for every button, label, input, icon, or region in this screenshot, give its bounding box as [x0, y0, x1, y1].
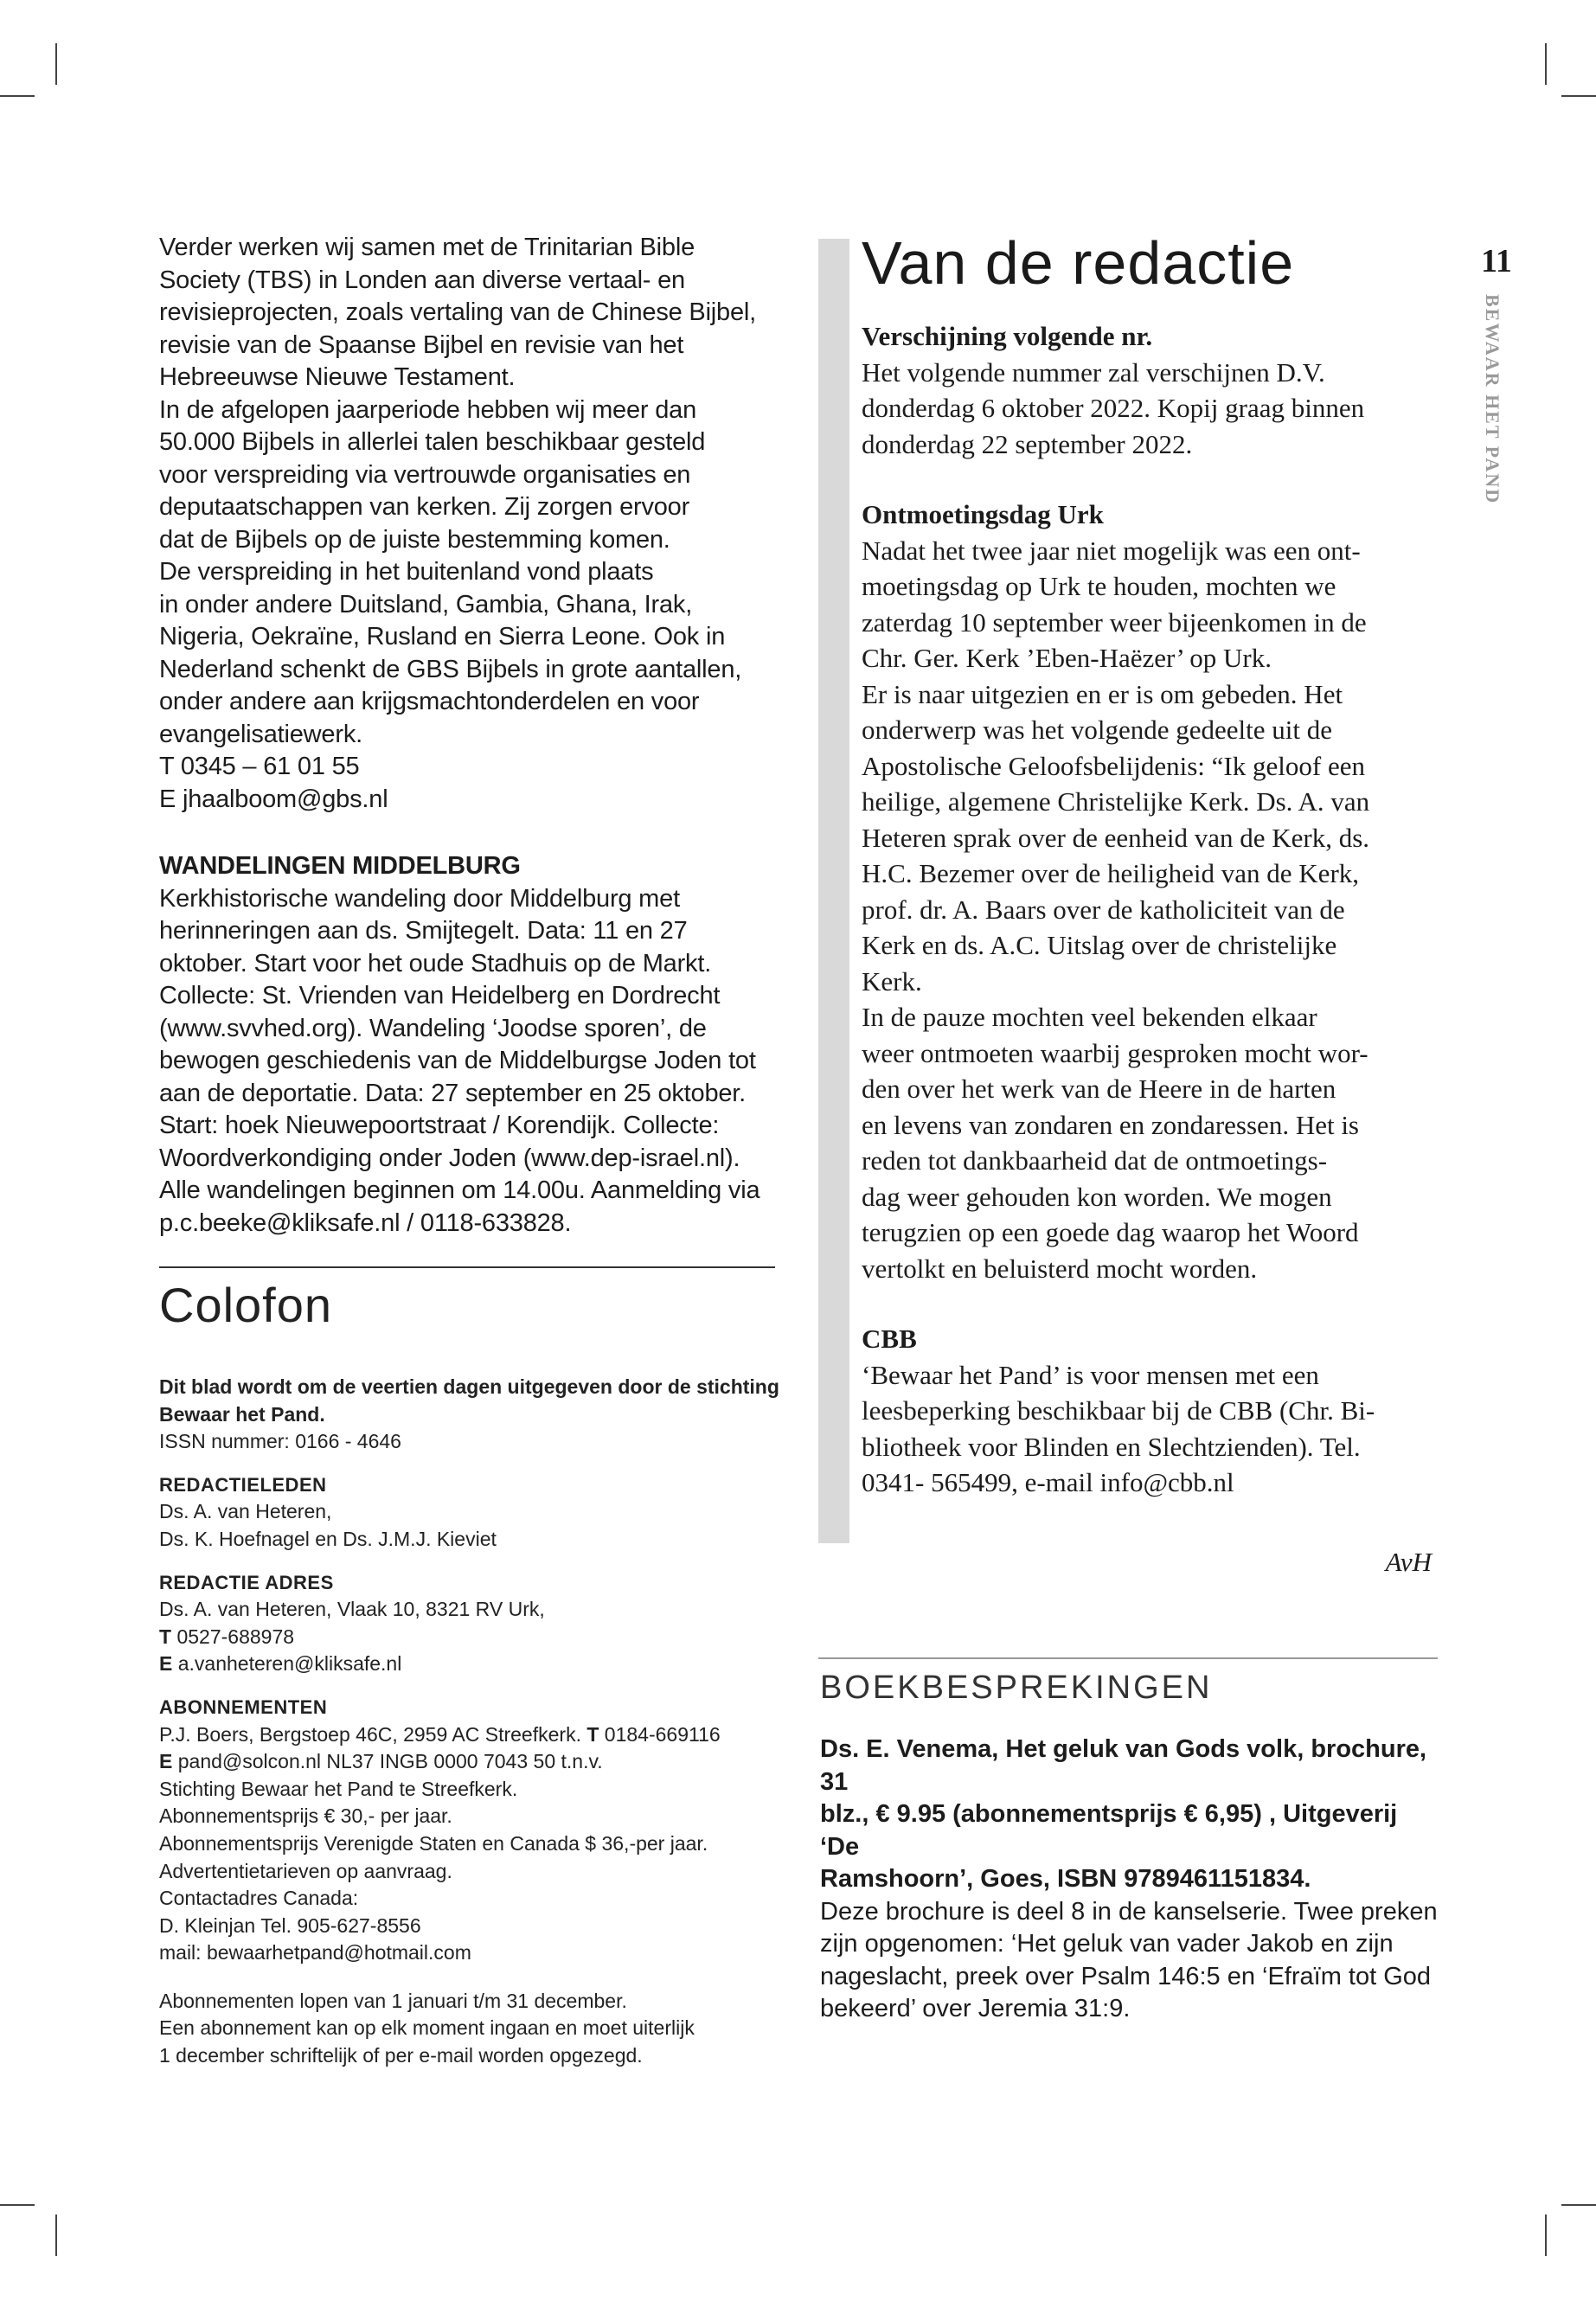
text-line [159, 1721, 782, 1749]
email: a.vanheteren@kliksafe.nl [172, 1652, 402, 1676]
text-line: onderwerp was het volgende gedeelte uit de [862, 715, 1333, 745]
text-line: dag weer gehouden kon worden. We mogen [862, 1181, 1332, 1212]
text-line: Nigeria, Oekraïne, Rusland en Sierra Leone. Ook in [159, 623, 726, 651]
text-line [159, 1748, 782, 1776]
intro-bold: Dit blad wordt om de veertien dagen uitgegeven door de stichting [159, 1375, 779, 1398]
text-line: 0341- 565499, e-mail info@cbb.nl [862, 1467, 1234, 1497]
text-line: Ds. K. Hoefnagel en Ds. J.M.J. Kieviet [159, 1527, 497, 1550]
text-line: nageslacht, preek over Psalm 146:5 en ‘Efraïm tot God [820, 1962, 1432, 1990]
prefix: T [159, 1625, 172, 1648]
text-line: ‘Bewaar het Pand’ is voor mensen met een [862, 1359, 1319, 1390]
text-line: Het volgende nummer zal verschijnen D.V. [862, 356, 1325, 388]
wandelingen-heading: WANDELINGEN MIDDELBURG [159, 852, 521, 880]
text-line: Ds. A. van Heteren, Vlaak 10, 8321 RV Urk, [159, 1598, 545, 1621]
intro-text [159, 232, 782, 816]
text-line: Collecte: St. Vrienden van Heidelberg en Dordrecht [159, 982, 721, 1009]
text-line: Kerk en ds. A.C. Uitslag over de christelijke [862, 930, 1337, 960]
prefix: E [159, 1652, 173, 1676]
text-line: reden tot dankbaarheid dat de ontmoetings- [862, 1145, 1328, 1176]
text-line: Nederland schenkt de GBS Bijbels in grote aantallen, [159, 655, 742, 683]
text-line: Abonnementen lopen van 1 januari t/m 31 december. [159, 1989, 627, 2012]
text-line: Abonnementsprijs Verenigde Staten en Canada $ 36,-per jaar. [159, 1831, 708, 1855]
boekbesprekingen-title: BOEKBESPREKINGEN [820, 1670, 1213, 1706]
text-line: mail: bewaarhetpand@hotmail.com [159, 1941, 471, 1965]
redactieleden [159, 1471, 782, 1554]
text-line: zaterdag 10 september weer bijeenkomen in de [862, 606, 1367, 638]
abonnementen [159, 1694, 782, 1967]
text-line: D. Kleinjan Tel. 905-627-8556 [159, 1913, 421, 1937]
section-label: ABONNEMENTEN [159, 1695, 328, 1718]
text-line: Ramshoorn’, Goes, ISBN 9789461151834. [820, 1865, 1311, 1893]
text-line: deputaatschappen van kerken. Zij zorgen ervoor [159, 493, 690, 521]
colofon-block [159, 1374, 782, 2086]
signature: AvH [1385, 1547, 1432, 1577]
text-line: revisieprojecten, zoals vertaling van de Chinese Bijbel, [159, 298, 757, 326]
text-line: Chr. Ger. Kerk ’Eben-Haëzer’ op Urk. [862, 643, 1272, 673]
urk-heading: Ontmoetingsdag Urk [862, 499, 1104, 529]
text-line: bewogen geschiedenis van de Middelburgse Joden tot [159, 1047, 756, 1074]
phone: 0527-688978 [171, 1625, 295, 1648]
divider [159, 1266, 775, 1268]
text-line: Hebreeuwse Nieuwe Testament. [159, 363, 516, 391]
text-line: Alle wandelingen beginnen om 14.00u. Aanmelding via [159, 1176, 760, 1204]
text-line: Ds. E. Venema, Het geluk van Gods volk, brochure, 31 [820, 1735, 1427, 1796]
section-label: REDACTIE ADRES [159, 1571, 334, 1593]
text-line: 1 december schriftelijk of per e-mail worden opgezegd. [159, 2044, 643, 2067]
text-line: den over het werk van de Heere in de harten [862, 1074, 1336, 1104]
text-line: heilige, algemene Christelijke Kerk. Ds. A. van [862, 786, 1370, 817]
text-line: In de afgelopen jaarperiode hebben wij meer dan [159, 395, 696, 424]
text-line: donderdag 22 september 2022. [862, 428, 1193, 459]
cbb-heading: CBB [862, 1324, 917, 1354]
text-line: (www.svvhed.org). Wandeling ‘Joodse sporen’, de [159, 1014, 707, 1042]
text-line: onder andere aan krijgsmachtonderdelen en voor [159, 688, 700, 715]
boekbespreking-block [820, 1734, 1439, 2026]
text-line: Nadat het twee jaar niet mogelijk was een ont- [862, 535, 1361, 566]
text-line: Kerk. [862, 965, 922, 997]
text-line: evangelisatiewerk. [159, 720, 362, 748]
text-line: en levens van zondaren en zondaressen. Het is [862, 1109, 1359, 1140]
text-line: Woordverkondiging onder Joden (www.dep-israel.nl). [159, 1144, 740, 1172]
text-line: Ds. A. van Heteren, [159, 1500, 332, 1523]
text-line: aan de deportatie. Data: 27 september en 25 oktober. [159, 1079, 747, 1107]
crop-mark [1561, 95, 1596, 97]
text-line: Deze brochure is deel 8 in de kanselserie. Twee preken [820, 1897, 1438, 1926]
text-line: p.c.beeke@kliksafe.nl / 0118-633828. [159, 1208, 572, 1237]
address: P.J. Boers, Bergstoep 46C, 2959 AC Streefkerk. [159, 1722, 587, 1746]
email-line [159, 1650, 782, 1678]
crop-mark [55, 43, 57, 85]
text-line: oktober. Start voor het oude Stadhuis op de Markt. [159, 949, 712, 977]
book-reference [820, 1734, 1439, 1896]
text-line: De verspreiding in het buitenland vond plaats [159, 558, 654, 586]
text-line: donderdag 6 oktober 2022. Kopij graag binnen [862, 393, 1365, 423]
divider [818, 1657, 1438, 1659]
text-line: Stichting Bewaar het Pand te Streefkerk. [159, 1777, 518, 1800]
crop-mark [0, 95, 35, 97]
text-line: Start: hoek Nieuwepoortstraat / Korendijk. Collecte: [159, 1112, 720, 1139]
running-title: BEWAAR HET PAND [1482, 294, 1503, 505]
crop-mark [1545, 2214, 1547, 2256]
redactie-adres [159, 1569, 782, 1678]
email-line: E jhaalboom@gbs.nl [159, 785, 388, 813]
text-line: Society (TBS) in Londen aan diverse vertaal- en [159, 266, 685, 294]
text-line: prof. dr. A. Baars over de katholiciteit van de [862, 894, 1345, 925]
crop-mark [1545, 43, 1547, 85]
text-line: weer ontmoeten waarbij gesproken mocht wor- [862, 1037, 1368, 1068]
issn: ISSN nummer: 0166 - 4646 [159, 1430, 401, 1453]
left-column [159, 232, 782, 1240]
text-line: Advertentietarieven op aanvraag. [159, 1859, 452, 1882]
text-line: Heteren sprak over de eenheid van de Kerk, ds. [862, 822, 1370, 853]
text-line: dat de Bijbels op de juiste bestemming komen. [159, 525, 670, 554]
text-line: in onder andere Duitsland, Gambia, Ghana, Irak, [159, 590, 693, 619]
text-line: leesbeperking beschikbaar bij de CBB (Chr. Bi- [862, 1395, 1375, 1426]
page-number: 11 [1481, 243, 1512, 279]
email: pand@solcon.nl NL37 INGB 0000 7043 50 t.n.v. [172, 1750, 603, 1773]
text-line: blz., € 9.95 (abonnementsprijs € 6,95) , Uitgeverij ‘De [820, 1800, 1398, 1861]
text-line: H.C. Bezemer over de heiligheid van de Kerk, [862, 858, 1360, 888]
section-label: REDACTIELEDEN [159, 1473, 327, 1496]
text-line: Contactadres Canada: [159, 1887, 359, 1910]
text-line: vertolkt en beluisterd mocht worden. [862, 1253, 1258, 1284]
text-line: voor verspreiding via vertrouwde organisaties en [159, 460, 691, 489]
text-line: bliotheek voor Blinden en Slechtzienden). Tel. [862, 1431, 1361, 1462]
text-line: terugzien op een goede dag waarop het Woord [862, 1217, 1359, 1247]
text-line: herinneringen aan ds. Smijtegelt. Data: 11 en 27 [159, 917, 688, 945]
text-line: moetingsdag op Urk te houden, mochten we [862, 571, 1336, 601]
text-line: Er is naar uitgezien en er is om gebeden. Het [862, 678, 1343, 709]
text-line: Verder werken wij samen met de Trinitarian Bible [159, 234, 695, 261]
text-line: revisie van de Spaanse Bijbel en revisie van het [159, 330, 684, 359]
redactie-title: Van de redactie [862, 229, 1295, 297]
text-line: 50.000 Bijbels in allerlei talen beschikbaar gesteld [159, 428, 706, 456]
crop-mark [55, 2214, 57, 2256]
prefix: E [159, 1750, 173, 1773]
text-line: bekeerd’ over Jeremia 31:9. [820, 1995, 1131, 2022]
redactie-body [862, 318, 1450, 1501]
text-line: Apostolische Geloofsbelijdenis: “Ik geloof een [862, 750, 1365, 781]
phone: 0184-669116 [599, 1722, 721, 1746]
colofon-footer [159, 1988, 782, 2070]
colofon-title: Colofon [159, 1278, 333, 1332]
crop-mark [1561, 2204, 1596, 2206]
wandelingen-text [159, 883, 782, 1240]
crop-mark [0, 2204, 35, 2206]
phone-line: T 0345 – 61 01 55 [159, 753, 360, 780]
redactie-column [862, 227, 1450, 1501]
text-line: Kerkhistorische wandeling door Middelburg met [159, 884, 680, 913]
intro-bold: Bewaar het Pand. [159, 1402, 325, 1426]
text-line: zijn opgenomen: ‘Het geluk van vader Jakob en zijn [820, 1930, 1394, 1958]
sidebar-bar [818, 239, 849, 1543]
colofon-intro [159, 1374, 782, 1456]
text-line: Een abonnement kan op elk moment ingaan en moet uiterlijk [159, 2016, 695, 2040]
verschijning-heading: Verschijning volgende nr. [862, 321, 1153, 351]
text-line: Abonnementsprijs € 30,- per jaar. [159, 1804, 452, 1828]
prefix: T [586, 1722, 599, 1746]
text-line: In de pauze mochten veel bekenden elkaar [862, 1002, 1317, 1032]
phone-line [159, 1624, 782, 1651]
